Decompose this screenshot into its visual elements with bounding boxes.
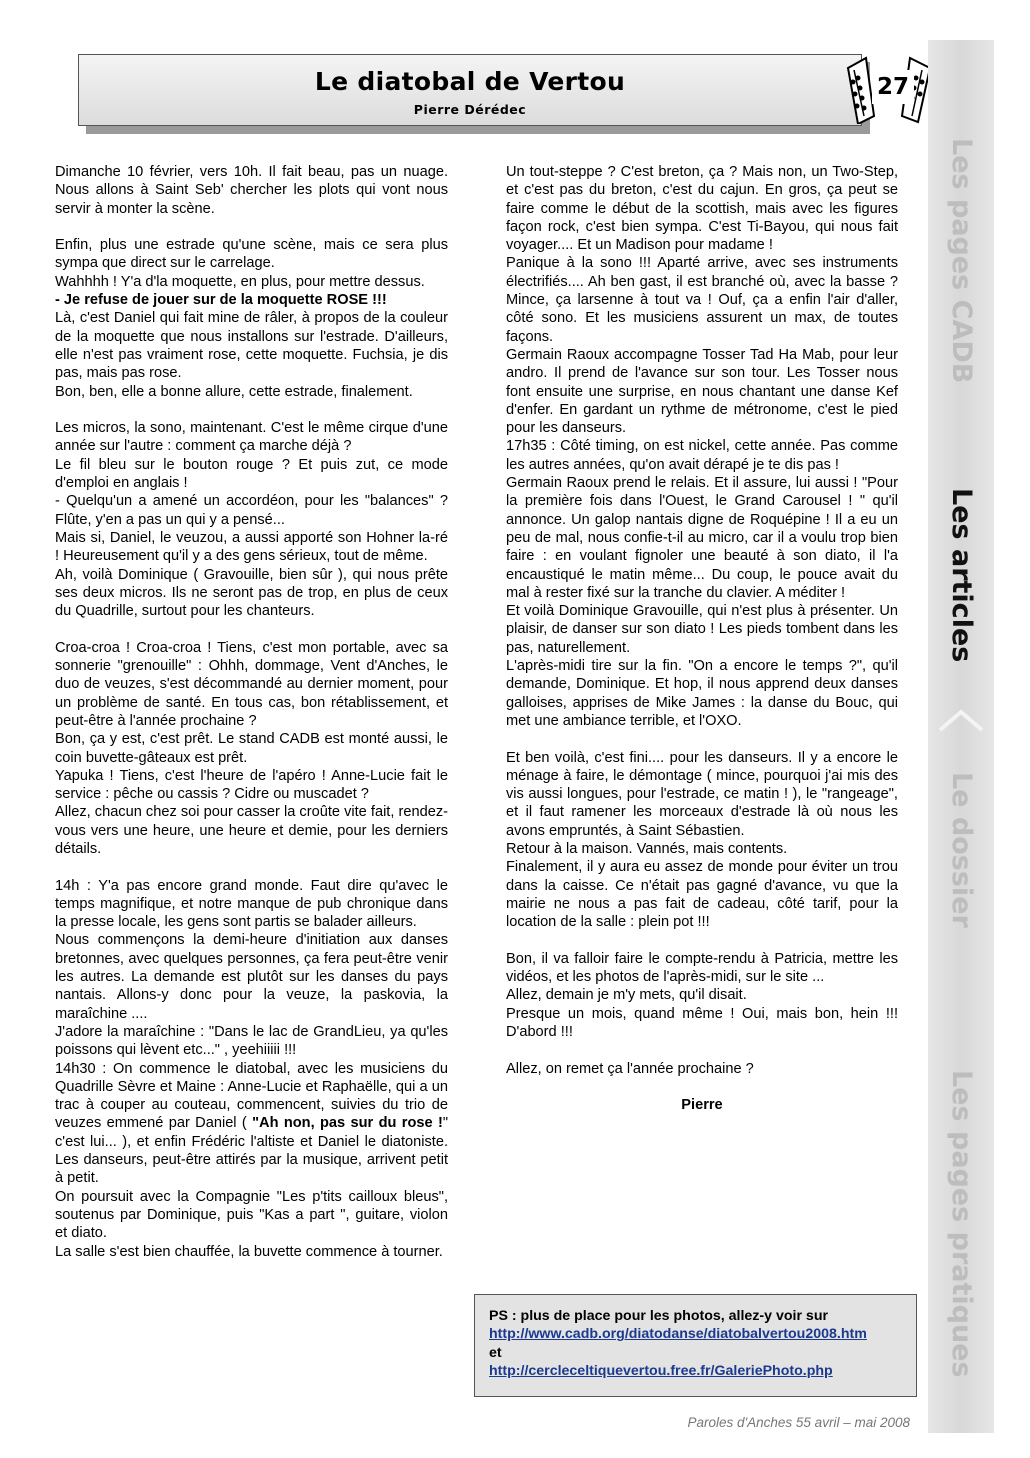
paragraph-spacer [506,730,898,748]
footer-issue: Paroles d'Anches 55 avril – mai 2008 [687,1415,910,1430]
paragraph: Panique à la sono !!! Aparté arrive, avec ses instruments électrifiés.... Ah ben gast, il est branché où, avec la basse ? Mince, ça larsenne à tout va ! Ouf, ça a enfin l'air d'aller, côté sono. Et les musiciens assurent un max, de toutes façons. [506,255,898,345]
article-header [78,54,862,126]
paragraph: Retour à la maison. Vannés, mais contents. [506,840,788,857]
paragraph: Et voilà Dominique Gravouille, qui n'est plus à présenter. Un plaisir, de danser sur son diato ! Les pieds tombent dans les pas, naturellement. [506,603,898,656]
ps-box [474,1294,917,1397]
paragraph-spacer [55,620,448,638]
paragraph: Allez, demain je m'y mets, qu'il disait. [506,987,747,1004]
photo-link-cercle-celtique[interactable]: http://cercleceltiquevertou.free.fr/GaleriePhoto.php [489,1363,833,1380]
article-title: Le diatobal de Vertou [314,67,626,96]
paragraph: J'adore la maraîchine : "Dans le lac de GrandLieu, ya qu'les poissons qui lèvent etc..." , yeehiiiii !!! [55,1023,448,1059]
paragraph-text: 14h30 : On commence le diatobal, avec les musiciens du Quadrille Sèvre et Maine : Anne-Lucie et Raphaëlle, qui a un trac à couper au couteau, commencent, suivies du trio de veuzes emmené par Daniel ( [55,1060,448,1132]
section-tab-pages-pratiques[interactable]: Les pages pratiques [946,1070,977,1378]
article-author: Pierre Dérédec [413,102,527,117]
paragraph: 17h35 : Côté timing, on est nickel, cette année. Pas comme les autres années, qu'on avait dérapé je te dis pas ! [506,438,898,473]
photo-link-cadb[interactable]: http://www.cadb.org/diatodanse/diatobalvertou2008.htm [489,1326,867,1343]
paragraph: Mais si, Daniel, le veuzou, a aussi apporté son Hohner la-ré ! Heureusement qu'il y a des gens sérieux, tout de même. [55,529,448,565]
paragraph: Bon, ça y est, c'est prêt. Le stand CADB est monté aussi, le coin buvette-gâteaux est prêt. [55,731,448,766]
ps-intro: PS : plus de place pour les photos, allez-y voir sur [489,1308,829,1324]
paragraph: Allez, chacun chez soi pour casser la croûte vite fait, rendez-vous vers une heure, une heure et demie, pour les derniers détails. [55,804,448,857]
paragraph-spacer [506,1078,898,1096]
paragraph: Un tout-steppe ? C'est breton, ça ? Mais non, un Two-Step, et c'est pas du breton, c'est du cajun. En gros, ça peut se faire comme le début de la scottish, mais avec les figures façon rock, c'est bien sympa. C'est Ti-Bayou, qui nous fait voyager.... Et un Madison pour madame ! [506,164,898,254]
paragraph: La salle s'est bien chauffée, la buvette commence à tourner. [55,1243,443,1260]
paragraph-bold-quote: "Ah non, pas sur du rose ! [252,1115,443,1132]
paragraph: Dimanche 10 février, vers 10h. Il fait beau, pas un nuage. Nous allons à Saint Seb' chercher les plots qui vont nous servir à monter la scène. [55,164,448,217]
section-tab-pages-cadb[interactable]: Les pages CADB [946,138,977,384]
page-number: 27 [872,70,914,104]
paragraph: Ah, voilà Dominique ( Gravouille, bien sûr ), qui nous prête ses deux micros. Ils ne seront pas de trop, en plus de ceux du Quadrille, surtout pour les chanteurs. [55,566,448,620]
paragraph-bold: - Je refuse de jouer sur de la moquette ROSE !!! [55,292,387,309]
paragraph: Croa-croa ! Croa-croa ! Tiens, c'est mon portable, avec sa sonnerie "grenouille" : Ohhh, dommage, Vent d'Anches, le duo de veuzes, s'est décommandé au dernier moment, pour un problème de santé. En tous cas, bon rétablissement, et peut-être à l'année prochaine ? [55,639,448,729]
paragraph-spacer [55,401,448,419]
paragraph-spacer [506,1041,898,1059]
paragraph: Yapuka ! Tiens, c'est l'heure de l'apéro ! Anne-Lucie fait le service : pêche ou cassis ? Cidre ou muscadet ? [55,767,448,803]
paragraph: Germain Raoux accompagne Tosser Tad Ha Mab, pour leur andro. Il prend de l'avance sur son tour. Les Tosser nous font ensuite une surprise, en nous chantant une danse Kef d'enfer. En gardant un rythme de métronome, c'est le pied pour les danseurs. [506,346,898,437]
section-tab-articles[interactable]: Les articles [946,488,977,663]
paragraph: Bon, il va falloir faire le compte-rendu à Patricia, mettre les vidéos, et les photos de l'après-midi, sur le site ... [506,950,898,986]
paragraph: - Quelqu'un a amené un accordéon, pour les "balances" ? Flûte, y'en a pas un qui y a pensé... [55,493,448,528]
paragraph: Bon, ben, elle a bonne allure, cette estrade, finalement. [55,383,413,400]
paragraph: Presque un mois, quand même ! Oui, mais bon, hein !!! D'abord !!! [506,1005,898,1040]
paragraph-spacer [55,858,448,876]
section-tab-dossier[interactable]: Le dossier [946,772,977,928]
paragraph: 14h : Y'a pas encore grand monde. Faut dire qu'avec le temps magnifique, et notre manque de pub chronique dans la presse locale, les gens sont partis se balader ailleurs. [55,877,448,931]
left-column [55,163,448,1261]
chevron-up-icon [936,708,986,732]
paragraph: Wahhhh ! Y'a d'la moquette, en plus, pour mettre dessus. [55,273,425,290]
paragraph: Germain Raoux prend le relais. Et il assure, lui aussi ! "Pour la première fois dans l'Ouest, le Grand Carousel ! " qu'il annonce. Un galop nantais digne de Roquépine ! Il a eu un peu de mal, nous confie-t-il au micro, car il a voulu trop bien faire : en voulant fignoler une beauté à son diato, il l'a encaustiqué le matin même... Du coup, le pouce avait du mal à rester fixé sur la tranche du clavier. A méditer ! [506,475,898,601]
paragraph: Et ben voilà, c'est fini.... pour les danseurs. Il y a encore le ménage à faire, le démontage ( mince, pourquoi j'ai mis des vis aussi longues, pour l'estrade, ce matin ! ), le "rangeage", et il faut ramener les morceaux d'estrade là où nous les avons empruntés, à Saint Sébastien. [506,749,898,839]
paragraph: Le fil bleu sur le bouton rouge ? Et puis zut, ce mode d'emploi en anglais ! [55,456,448,492]
paragraph: Les micros, la sono, maintenant. C'est le même cirque d'une année sur l'autre : comment ça marche déjà ? [55,420,448,455]
paragraph-spacer [55,218,448,236]
paragraph: Allez, on remet ça l'année prochaine ? [506,1060,754,1077]
ps-conjunction: et [489,1344,502,1361]
right-column [506,163,898,1114]
paragraph [55,1060,448,1188]
paragraph-spacer [506,931,898,949]
paragraph: L'après-midi tire sur la fin. "On a encore le temps ?", qu'il demande, Dominique. Et hop, il nous apprend deux danses galloises, apprises de Mike James : la danse du Bouc, qui met une ambiance terrible, et l'OXO. [506,658,898,729]
paragraph-text: " c'est lui... ), et enfin Frédéric l'altiste et Daniel le diatoniste. Les danseurs, peut-être attirés par la musique, arrivent petit à petit. [55,1115,448,1187]
paragraph: Là, c'est Daniel qui fait mine de râler, à propos de la couleur de la moquette que nous installons sur l'estrade. D'ailleurs, elle n'est pas vraiment rose, cette moquette. Fuchsia, je dis pas, mais pas rose. [55,310,448,382]
paragraph: Nous commençons la demi-heure d'initiation aux danses bretonnes, avec quelques personnes, ça fera peut-être venir les autres. La demande est plutôt sur les danses du pays nantais. Allons-y donc pour la veuze, la paskovia, la maraîchine .... [55,932,448,1022]
section-sidebar [928,40,994,1433]
signature: Pierre [681,1097,723,1114]
paragraph: On poursuit avec la Compagnie "Les p'tits cailloux bleus", soutenus par Dominique, puis "Kas a part ", guitare, violon et diato. [55,1188,448,1242]
paragraph: Enfin, plus une estrade qu'une scène, mais ce sera plus sympa que direct sur le carrelage. [55,237,448,272]
paragraph: Finalement, il y aura eu assez de monde pour éviter un trou dans la caisse. Ce n'était pas gagné d'avance, vu que la mairie ne nous a pas fait de cadeau, côté tarif, pour la location de la salle : plein pot !!! [506,859,898,931]
